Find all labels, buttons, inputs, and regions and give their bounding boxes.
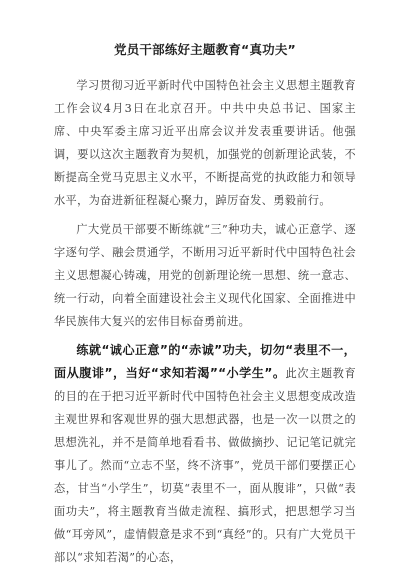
- section-lead-heading: 练就“诚心正意”的“赤诚”功夫，切勿“表里不一，面从腹诽”，当好“求知若渴”“小学生”。: [54, 343, 356, 380]
- paragraph-3: [54, 339, 356, 569]
- paragraph-2: 广大党员干部要不断练就“三”种功夫，诚心正意学、逐字逐句学、融会贯通学，不断用习近平新时代中国特色社会主义思想凝心铸魂，用党的创新理论统一思想、统一意志、统一行动，向着全面建设社会主义现代化国家、全面推进中华民族伟大复兴的宏伟目标奋勇前进。: [54, 223, 356, 328]
- section-body-text: 此次主题教育的目的在于把习近平新时代中国特色社会主义思想变成改造主观世界和客观世界的强大思想武器，也是一次一以贯之的思想洗礼，并不是简单地看看书、做做摘抄、记记笔记就完事儿了。然而“立志不坚，终不济事”，党员干部们要摆正心态，甘当“小学生”，切莫“表里不一，面从腹诽”，只做“表面功夫”，将主题教育当做走流程、搞形式，把思想学习当做“耳旁风”，虚情假意是求不到“真经”的。只有广大党员干部以“求知若渴”的心态，: [54, 367, 356, 564]
- paragraph-1: 学习贯彻习近平新时代中国特色社会主义思想主题教育工作会议4月3日在北京召开。中共中央总书记、国家主席、中央军委主席习近平出席会议并发表重要讲话。他强调，要以这次主题教育为契机，加强党的创新理论武装，不断提高全党马克思主义水平，不断提高党的执政能力和领导水平，为奋进新征程凝心聚力，踔厉奋发、勇毅前行。: [54, 79, 356, 207]
- document-title: 党员干部练好主题教育“真功夫”: [114, 42, 296, 57]
